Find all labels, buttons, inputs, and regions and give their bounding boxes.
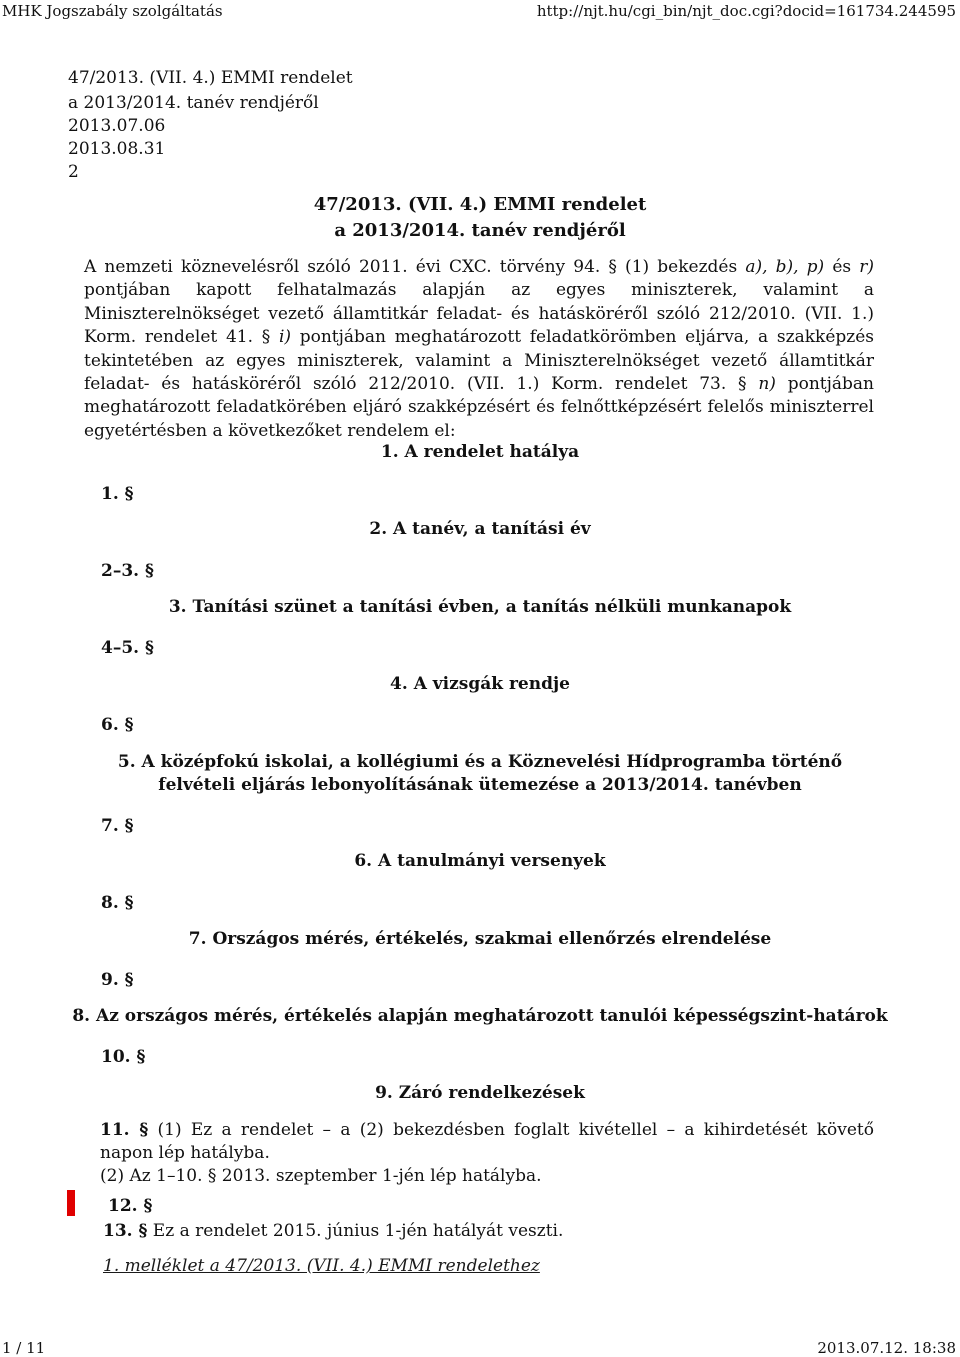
annex-link[interactable]: 1. melléklet a 47/2013. (VII. 4.) EMMI rendelethez [103, 1256, 540, 1276]
heading-9: 9. Záró rendelkezések [375, 1083, 585, 1103]
document-title: 47/2013. (VII. 4.) EMMI rendelet [313, 194, 647, 215]
meta-state-number: 2 [68, 162, 79, 182]
section-9: 9. § [101, 970, 134, 990]
section-7: 7. § [101, 816, 134, 836]
section-4-5: 4–5. § [101, 638, 154, 658]
page-counter: 1 / 11 [2, 1339, 46, 1357]
print-header-url: http://njt.hu/cgi_bin/njt_doc.cgi?docid=161734.244595 [536, 2, 956, 20]
preamble-paragraph: A nemzeti köznevelésről szóló 2011. évi CXC. törvény 94. § (1) bekezdés a), b), p) és r) pontjában kapott felhatalmazás alapján az egyes miniszterek, valamint a Miniszterelnökséget vezető államtitkár feladat- és hatásköréről szóló 212/2010. (VII. 1.) Korm. rendelet 41. § i) pontjában meghatározott feladatkörömben eljárva, a szakképzés tekintetében az egyes miniszterek, valamint a Miniszterelnökséget vezető államtitkár feladat- és hatásköréről szóló 212/2010. (VII. 1.) Korm. rendelet 73. § n) pontjában meghatározott feladatkörében eljáró szakképzésért és felnőttképzésért felelős miniszterrel egyetértésben a következőket rendelem el: [84, 257, 874, 441]
meta-effective-date: 2013.07.06 [68, 116, 166, 136]
print-timestamp: 2013.07.12. 18:38 [817, 1339, 956, 1357]
heading-2: 2. A tanév, a tanítási év [369, 519, 591, 539]
heading-4: 4. A vizsgák rendje [390, 674, 570, 694]
meta-title: 47/2013. (VII. 4.) EMMI rendelet [68, 68, 353, 88]
heading-8: 8. Az országos mérés, értékelés alapján meghatározott tanulói képességszint-határok [72, 1006, 888, 1026]
meta-expiry-date: 2013.08.31 [68, 139, 166, 159]
meta-subtitle: a 2013/2014. tanév rendjéről [68, 93, 319, 113]
section-11-paragraph: 11. § (1) Ez a rendelet – a (2) bekezdésben foglalt kivétellel – a kihirdetését követő napon lép hatályba. [100, 1120, 874, 1164]
document-subtitle: a 2013/2014. tanév rendjéről [334, 220, 626, 241]
section-11-number: 11. § [100, 1120, 149, 1140]
section-8: 8. § [101, 893, 134, 913]
section-12: 12. § [108, 1196, 153, 1216]
change-marker [67, 1190, 75, 1216]
heading-3: 3. Tanítási szünet a tanítási évben, a tanítás nélküli munkanapok [168, 597, 792, 617]
section-1: 1. § [101, 484, 134, 504]
section-13-paragraph: 13. § Ez a rendelet 2015. június 1-jén hatályát veszti. [103, 1221, 564, 1241]
section-2-3: 2–3. § [101, 561, 154, 581]
section-11-paragraph-2: (2) Az 1–10. § 2013. szeptember 1-jén lép hatályba. [100, 1166, 542, 1186]
heading-7: 7. Országos mérés, értékelés, szakmai ellenőrzés elrendelése [188, 929, 772, 949]
heading-5: 5. A középfokú iskolai, a kollégiumi és a Köznevelési Hídprogramba történő felvételi eljárás lebonyolításának ütemezése a 2013/2014. tanévben [117, 752, 843, 795]
section-6: 6. § [101, 715, 134, 735]
print-header-title: MHK Jogszabály szolgáltatás [2, 2, 223, 20]
heading-1: 1. A rendelet hatálya [380, 442, 580, 462]
section-10: 10. § [101, 1047, 146, 1067]
heading-6: 6. A tanulmányi versenyek [354, 851, 606, 871]
